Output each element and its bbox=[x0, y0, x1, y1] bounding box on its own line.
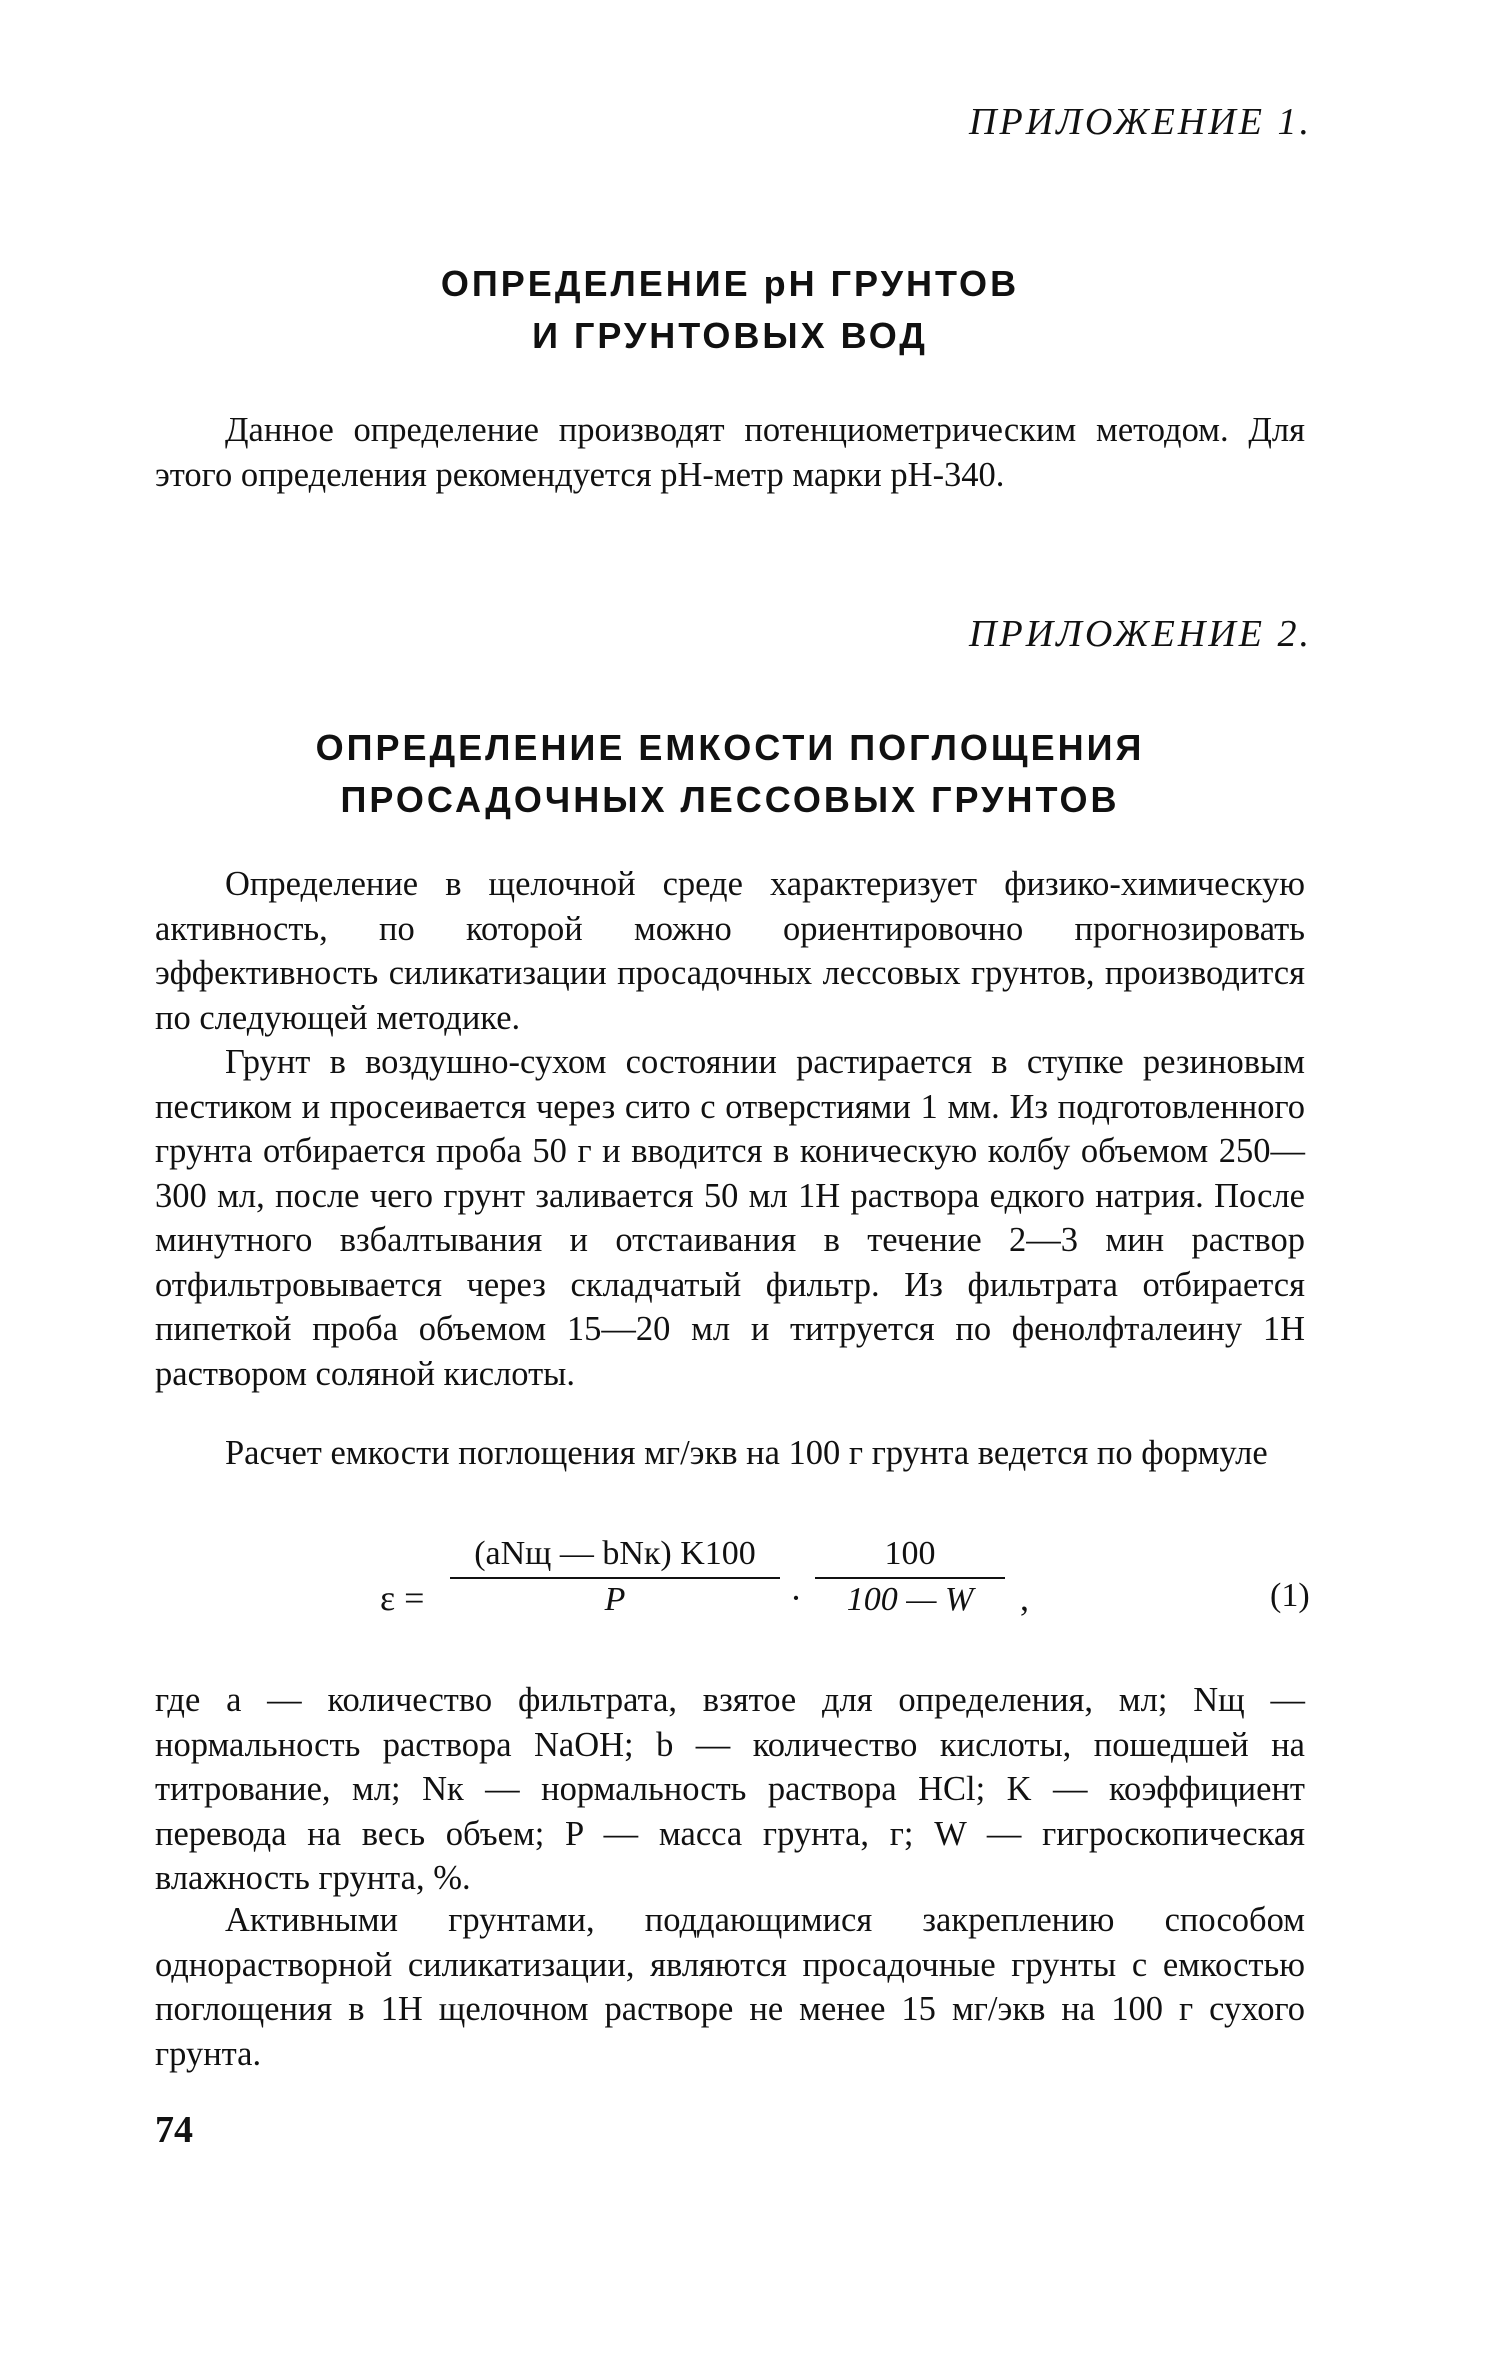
formula-fraction-1-denominator: P bbox=[604, 1581, 626, 1618]
page-number: 74 bbox=[155, 2109, 193, 2151]
formula-fraction-2-bar bbox=[815, 1577, 1005, 1579]
capacity-formula bbox=[380, 1535, 1320, 1665]
appendix-2-title bbox=[150, 722, 1310, 826]
appendix-2-title-line-1: ОПРЕДЕЛЕНИЕ ЕМКОСТИ ПОГЛОЩЕНИЯ bbox=[315, 727, 1145, 768]
formula-fraction-1 bbox=[450, 1535, 780, 1619]
formula-comma: , bbox=[1020, 1578, 1029, 1618]
appendix-1-title bbox=[150, 258, 1310, 362]
appendix-2-label: ПРИЛОЖЕНИЕ 2. bbox=[969, 613, 1312, 655]
formula-fraction-2-numerator: 100 bbox=[884, 1535, 936, 1572]
formula-number: (1) bbox=[1270, 1577, 1310, 1614]
appendix-2-paragraph-5: Активными грунтами, поддающимися закреплению способом однорастворной силикатизации, являются просадочные грунты с емкостью поглощения в 1Н щелочном растворе не менее 15 мг/экв на 100 г сухого грунта. bbox=[155, 1901, 1305, 2073]
formula-multiply-dot: · bbox=[790, 1578, 802, 1618]
appendix-1-title-line-1: ОПРЕДЕЛЕНИЕ рН ГРУНТОВ bbox=[440, 263, 1020, 304]
formula-fraction-1-numerator: (aNщ — bNк) K100 bbox=[474, 1535, 756, 1572]
formula-lhs: ε = bbox=[380, 1578, 425, 1618]
appendix-1-title-line-2: И ГРУНТОВЫХ ВОД bbox=[532, 315, 928, 356]
appendix-2-paragraph-2: Грунт в воздушно-сухом состоянии растирается в ступке резиновым пестиком и просеивается через сито с отверстиями 1 мм. Из подготовленного грунта отбирается проба 50 г и вводится в коническую колбу объемом 250—300 мл, после чего грунт заливается 50 мл 1Н раствора едкого натрия. После минутного взбалтывания и отстаивания в течение 2—3 мин раствор отфильтровывается через складчатый фильтр. Из фильтрата отбирается пипеткой проба объемом 15—20 мл и титруется по фенолфталеину 1Н раствором соляной кислоты. bbox=[155, 1043, 1305, 1393]
appendix-2-title-line-2: ПРОСАДОЧНЫХ ЛЕССОВЫХ ГРУНТОВ bbox=[340, 779, 1120, 820]
appendix-1-paragraph: Данное определение производят потенциометрическим методом. Для этого определения рекомендуется рН-метр марки рН-340. bbox=[155, 411, 1305, 494]
appendix-1-label: ПРИЛОЖЕНИЕ 1. bbox=[969, 101, 1312, 143]
appendix-2-paragraph-3: Расчет емкости поглощения мг/экв на 100 г грунта ведется по формуле bbox=[225, 1434, 1268, 1472]
formula-fraction-1-bar bbox=[450, 1577, 780, 1579]
formula-fraction-2-denominator: 100 — W bbox=[846, 1581, 974, 1618]
appendix-2-paragraph-1: Определение в щелочной среде характеризует физико-химическую активность, по которой можно ориентировочно прогнозировать эффективность силикатизации просадочных лессовых грунтов, производится по следующей методике. bbox=[155, 865, 1305, 1037]
appendix-2-paragraph-4: где a — количество фильтрата, взятое для определения, мл; Nщ — нормальность раствора NaOH; b — количество кислоты, пошедшей на титрование, мл; Nк — нормальность раствора HCl; K — коэффициент перевода на весь объем; P — масса грунта, г; W — гигроскопическая влажность грунта, %. bbox=[155, 1681, 1305, 1897]
formula-fraction-2 bbox=[815, 1535, 1005, 1619]
